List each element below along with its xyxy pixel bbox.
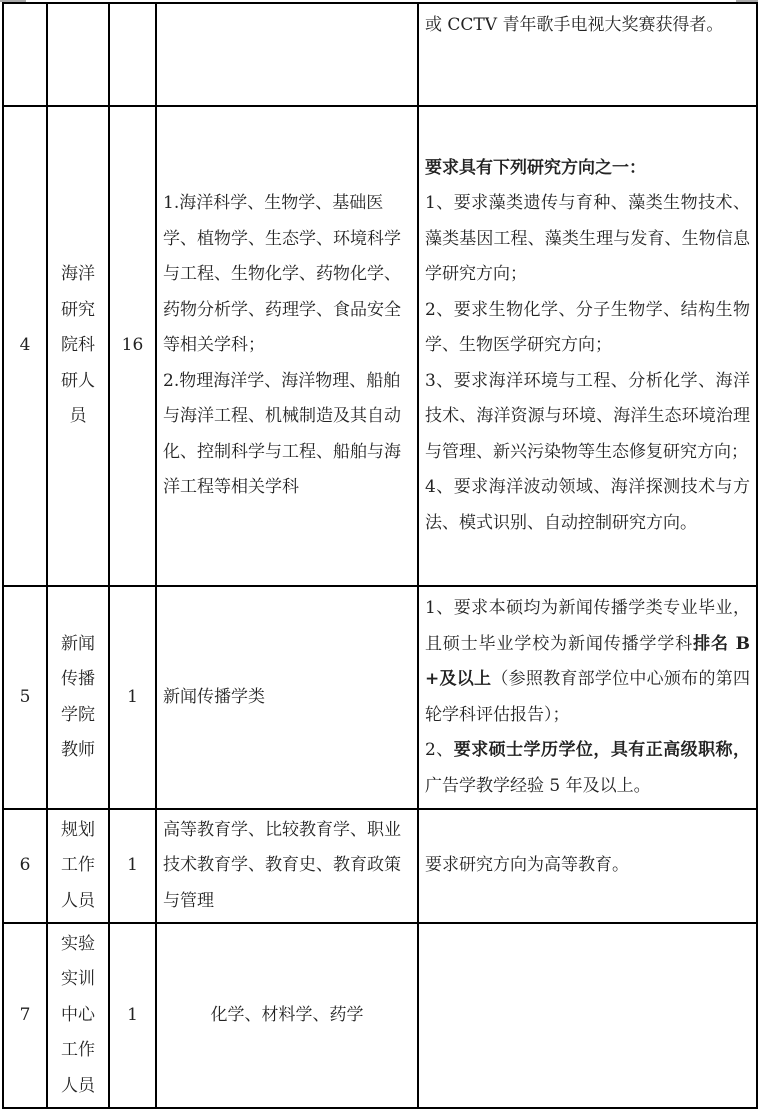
position-line: 院科 <box>61 335 95 356</box>
table-row-5 <box>3 586 757 809</box>
position-line: 实验 <box>61 933 95 954</box>
recruitment-table <box>2 2 758 1109</box>
requirement-item-2: 2、要求生物化学、分子生物学、结构生物学、生物医学研究方向； <box>425 299 750 356</box>
table-row-continuation <box>3 3 757 106</box>
requirement-1-bold: 排名 B+及以上 <box>425 633 750 689</box>
count-cell: 1 <box>109 586 156 809</box>
requirements-text: 或 CCTV 青年歌手电视大奖赛获得者。 <box>425 15 724 35</box>
position-line: 人员 <box>61 1075 95 1096</box>
requirements-cell: 要求研究方向为高等教育。 <box>418 809 757 923</box>
position-line: 中心 <box>61 1004 95 1025</box>
requirement-1-text-tail: （参照教育部学位中心颁布的第四轮学科评估报告）； <box>425 669 751 725</box>
row-number-cell: 7 <box>3 923 47 1108</box>
position-line: 工作 <box>61 855 95 876</box>
position-line: 研究 <box>61 299 95 320</box>
major-cell: 新闻传播学类 <box>156 586 418 809</box>
major-item-1: 1.海洋科学、生物学、基础医学、植物学、生态学、环境科学与工程、生物化学、药物化学、药物分析学、药理学、食品安全等相关学科； <box>163 193 401 356</box>
position-cell <box>47 809 109 923</box>
position-line: 实训 <box>61 969 95 990</box>
requirements-heading: 要求具有下列研究方向之一： <box>425 157 646 178</box>
position-line: 工作 <box>61 1040 95 1061</box>
requirement-2-prefix: 2、 <box>425 740 454 760</box>
position-line: 传播 <box>61 669 95 689</box>
position-line: 员 <box>69 406 87 427</box>
position-line: 教师 <box>61 740 95 760</box>
position-cell <box>47 106 109 586</box>
position-line: 新闻 <box>61 633 95 654</box>
requirement-1-text: 1、要求本硕均为新闻传播学类专业毕业，且硕士毕业学校为新闻传播学学科 <box>425 598 750 654</box>
position-line: 研人 <box>61 370 95 391</box>
requirements-cell <box>418 106 757 586</box>
major-cell: 化学、材料学、药学 <box>156 923 418 1108</box>
table-row-4 <box>3 106 757 586</box>
position-line: 学院 <box>61 704 95 725</box>
major-cell <box>156 106 418 586</box>
requirements-cell <box>418 923 757 1108</box>
row-number-cell: 4 <box>3 106 47 586</box>
position-cell <box>47 586 109 809</box>
requirement-2-text-tail: 广告学教学经验 5 年及以上。 <box>425 775 651 796</box>
position-line: 人员 <box>61 890 95 911</box>
count-cell: 1 <box>109 809 156 923</box>
requirements-cell <box>418 3 757 106</box>
major-cell <box>156 3 418 106</box>
row-number-cell: 5 <box>3 586 47 809</box>
position-cell <box>47 3 109 106</box>
table-row-6 <box>3 809 757 923</box>
position-cell <box>47 923 109 1108</box>
major-item-2: 2.物理海洋学、海洋物理、船舶与海洋工程、机械制造及其自动化、控制科学与工程、船舶与海洋工程等相关学科 <box>163 370 401 498</box>
row-number-cell <box>3 3 47 106</box>
requirement-item-3: 3、要求海洋环境与工程、分析化学、海洋技术、海洋资源与环境、海洋生态环境治理与管理、新兴污染物等生态修复研究方向； <box>425 370 750 462</box>
requirements-cell <box>418 586 757 809</box>
requirement-item-4: 4、要求海洋波动领域、海洋探测技术与方法、模式识别、自动控制研究方向。 <box>425 477 750 533</box>
table-row-7 <box>3 923 757 1108</box>
requirement-2-bold: 要求硕士学历学位，具有正高级职称， <box>453 740 750 760</box>
count-cell: 1 <box>109 923 156 1108</box>
count-cell: 16 <box>109 106 156 586</box>
count-cell <box>109 3 156 106</box>
requirement-item-1: 1、要求藻类遗传与育种、藻类生物技术、藻类基因工程、藻类生理与发育、生物信息学研究方向； <box>425 193 750 285</box>
position-line: 规划 <box>61 819 95 840</box>
position-line: 海洋 <box>61 264 95 285</box>
row-number-cell: 6 <box>3 809 47 923</box>
major-cell: 高等教育学、比较教育学、职业技术教育学、教育史、教育政策与管理 <box>156 809 418 923</box>
